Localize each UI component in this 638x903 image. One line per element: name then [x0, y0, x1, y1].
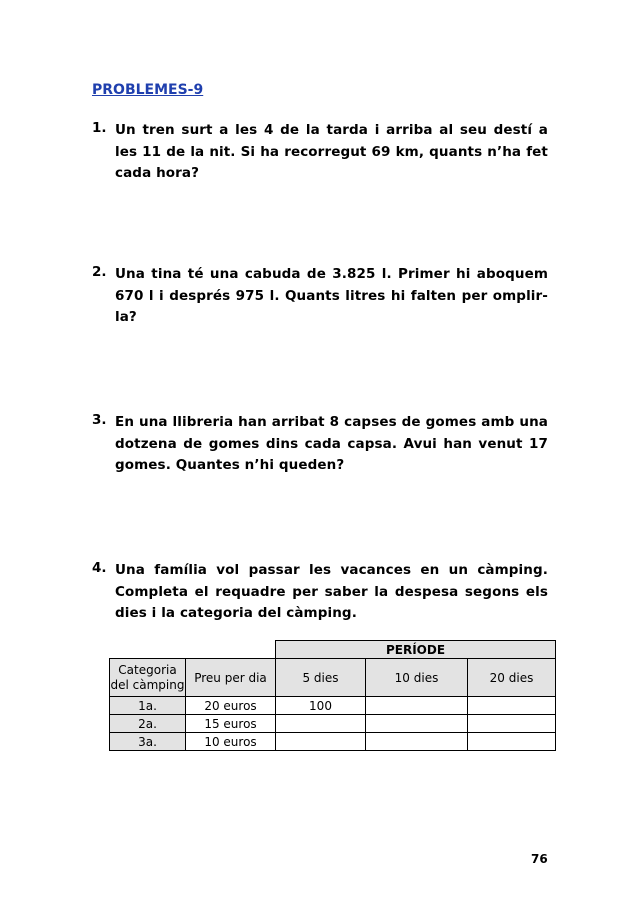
- problem-text: Un tren surt a les 4 de la tarda i arriba al seu destí a les 11 de la nit. Si ha recorregut 69 km, quants n’ha fet cada hora?: [115, 122, 548, 181]
- cell-20-dies[interactable]: [468, 715, 556, 733]
- problem-2: [92, 264, 548, 329]
- header-categoria-line2: del càmping: [110, 677, 185, 692]
- problem-4: [92, 560, 548, 625]
- problem-number: 1.: [92, 120, 107, 136]
- cell-preu: 20 euros: [186, 697, 276, 715]
- header-preu: Preu per dia: [186, 659, 276, 697]
- problem-number: 4.: [92, 560, 107, 576]
- cell-5-dies[interactable]: 100: [276, 697, 366, 715]
- page-number: 76: [531, 852, 548, 866]
- cell-preu: 15 euros: [186, 715, 276, 733]
- problem-text: Una família vol passar les vacances en un càmping. Completa el requadre per saber la despesa segons els dies i la categoria del càmping.: [115, 562, 548, 621]
- cell-20-dies[interactable]: [468, 697, 556, 715]
- cell-5-dies[interactable]: [276, 733, 366, 751]
- problem-text: En una llibreria han arribat 8 capses de gomes amb una dotzena de gomes dins cada capsa. Avui han venut 17 gomes. Quantes n’hi queden?: [115, 414, 548, 473]
- header-20-dies: 20 dies: [468, 659, 556, 697]
- table-row: [110, 733, 556, 751]
- cell-preu: 10 euros: [186, 733, 276, 751]
- problem-number: 2.: [92, 264, 107, 280]
- problem-3: [92, 412, 548, 477]
- expense-table: [109, 640, 556, 751]
- cell-categoria: 2a.: [110, 715, 186, 733]
- cell-categoria: 1a.: [110, 697, 186, 715]
- header-categoria-line1: Categoria: [118, 662, 177, 677]
- table-row: [110, 715, 556, 733]
- header-categoria: [110, 659, 186, 697]
- table-row: [110, 697, 556, 715]
- header-5-dies: 5 dies: [276, 659, 366, 697]
- page-title: PROBLEMES-9: [92, 82, 204, 98]
- table-corner-blank: [110, 641, 276, 659]
- problem-1: [92, 120, 548, 185]
- problem-text: Una tina té una cabuda de 3.825 l. Primer hi aboquem 670 l i després 975 l. Quants litres hi falten per omplir-la?: [115, 266, 548, 325]
- header-10-dies: 10 dies: [366, 659, 468, 697]
- period-header: PERÍODE: [276, 641, 556, 659]
- cell-20-dies[interactable]: [468, 733, 556, 751]
- cell-10-dies[interactable]: [366, 697, 468, 715]
- cell-10-dies[interactable]: [366, 715, 468, 733]
- cell-5-dies[interactable]: [276, 715, 366, 733]
- problem-number: 3.: [92, 412, 107, 428]
- cell-10-dies[interactable]: [366, 733, 468, 751]
- cell-categoria: 3a.: [110, 733, 186, 751]
